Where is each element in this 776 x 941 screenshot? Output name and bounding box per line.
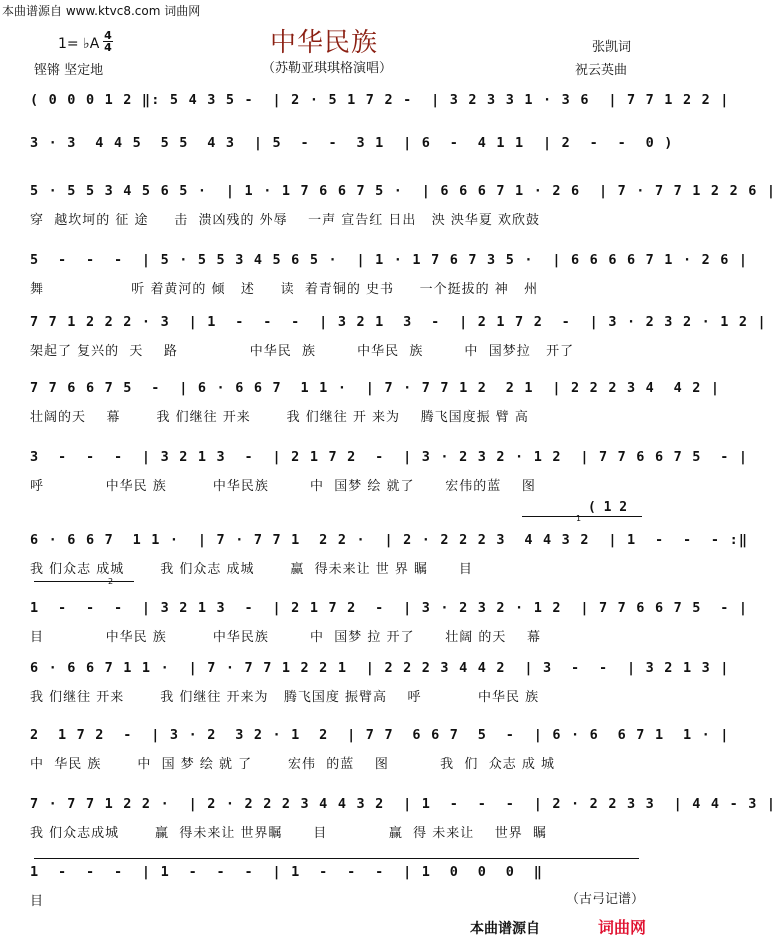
lyrics-line: 中 华民 族 中 国 梦 绘 就 了 宏伟 的蓝 图 我 们 众志 成 城	[30, 757, 555, 772]
lyrics-line: 舞 听 着黄河的 倾 述 读 着青铜的 史书 一个挺拔的 神 州	[30, 282, 539, 297]
notation-line: 5 - - - | 5 · 5 5 3 4 5 6 5 · | 1 · 1 7 6 7 3 5 · | 6 6 6 6 7 1 · 2 6 |	[30, 252, 749, 268]
lyrics-line: 架起了 复兴的 天 路 中华民 族 中华民 族 中 国梦拉 开了	[30, 344, 575, 359]
lyrics-line: 穿 越坎坷的 征 途 击 溃凶残的 外辱 一声 宣告红 日出 泱 泱华夏 欢欣鼓	[30, 213, 541, 228]
notation-line: 6 · 6 6 7 1 1 · | 7 · 7 7 1 2 2 · | 2 · 2 2 2 3 4 4 3 2 | 1 - - - :‖	[30, 532, 749, 548]
site-logo[interactable]: 词曲网	[598, 918, 647, 937]
notation-line: 2 1 7 2 - | 3 · 2 3 2 · 1 2 | 7 7 6 6 7 5 - | 6 · 6 6 7 1 1 · |	[30, 727, 730, 743]
notation-line: 7 · 7 7 1 2 2 · | 2 · 2 2 2 3 4 4 3 2 | 1 - - - | 2 · 2 2 3 3 | 4 4 - 3 |	[30, 796, 776, 812]
lyrics-line: 我 们众志 成城 我 们众志 成城 赢 得未来让 世 界 瞩 目	[30, 562, 473, 577]
composer: 祝云英曲	[575, 63, 628, 78]
lyrics-line: 我 们继往 开来 我 们继往 开来为 腾飞国度 振臂高 呼 中华民 族	[30, 690, 540, 705]
song-subtitle: （苏勒亚琪琪格演唱）	[262, 61, 393, 76]
lyrics-line: 目 中华民 族 中华民族 中 国梦 拉 开了 壮阔 的天 幕	[30, 630, 541, 645]
notation-line: 1 - - - | 1 - - - | 1 - - - | 1 0 0 0 ‖	[30, 864, 544, 880]
tempo-expression: 铿锵 坚定地	[34, 63, 104, 78]
site-header: 本曲谱源自 www.ktvc8.com 词曲网	[2, 4, 201, 18]
meter-bottom: 4	[104, 41, 112, 54]
time-signature	[103, 30, 113, 53]
lyrics-line: 我 们众志成城 赢 得未来让 世界瞩 目 赢 得 未来让 世界 瞩	[30, 826, 548, 841]
first-ending-bracket	[522, 516, 642, 517]
key-signature: 1= ♭A	[58, 36, 100, 52]
meter-top: 4	[104, 29, 112, 42]
second-ending-bracket	[34, 581, 134, 582]
second-ending-label: 2	[108, 577, 114, 586]
lyrics-line: 目	[30, 894, 45, 909]
first-ending-label: 1	[576, 514, 582, 523]
footer-source: 本曲谱源自	[470, 921, 540, 937]
notation-line: 3 · 3 4 4 5 5 5 4 3 | 5 - - 3 1 | 6 - 4 1 1 | 2 - - 0 )	[30, 135, 674, 151]
transcriber-credit: （古弓记谱）	[565, 892, 644, 907]
lyrics-line: 呼 中华民 族 中华民族 中 国梦 绘 就了 宏伟的蓝 图	[30, 479, 536, 494]
lyrics-line: 壮阔的天 幕 我 们继往 开来 我 们继往 开 来为 腾飞国度振 臂 高	[30, 410, 529, 425]
notation-line: 6 · 6 6 7 1 1 · | 7 · 7 7 1 2 2 1 | 2 2 2 3 4 4 2 | 3 - - | 3 2 1 3 |	[30, 660, 730, 676]
notation-line: 7 7 6 6 7 5 - | 6 · 6 6 7 1 1 · | 7 · 7 7 1 2 2 1 | 2 2 2 3 4 4 2 |	[30, 380, 721, 396]
first-ending-notes: ( 1 2	[588, 500, 628, 515]
final-system-line	[34, 858, 639, 859]
notation-line: ( 0 0 0 1 2 ‖: 5 4 3 5 - | 2 · 5 1 7 2 - | 3 2 3 3 1 · 3 6 | 7 7 1 2 2 |	[30, 92, 730, 108]
notation-line: 7 7 1 2 2 2 · 3 | 1 - - - | 3 2 1 3 - | 2 1 7 2 - | 3 · 2 3 2 · 1 2 |	[30, 314, 767, 330]
song-title: 中华民族	[270, 28, 379, 58]
lyricist: 张凯词	[592, 40, 632, 55]
notation-line: 5 · 5 5 3 4 5 6 5 · | 1 · 1 7 6 6 7 5 · | 6 6 6 7 1 · 2 6 | 7 · 7 7 1 2 2 6 |	[30, 183, 776, 199]
notation-line: 3 - - - | 3 2 1 3 - | 2 1 7 2 - | 3 · 2 3 2 · 1 2 | 7 7 6 6 7 5 - |	[30, 449, 749, 465]
notation-line: 1 - - - | 3 2 1 3 - | 2 1 7 2 - | 3 · 2 3 2 · 1 2 | 7 7 6 6 7 5 - |	[30, 600, 749, 616]
